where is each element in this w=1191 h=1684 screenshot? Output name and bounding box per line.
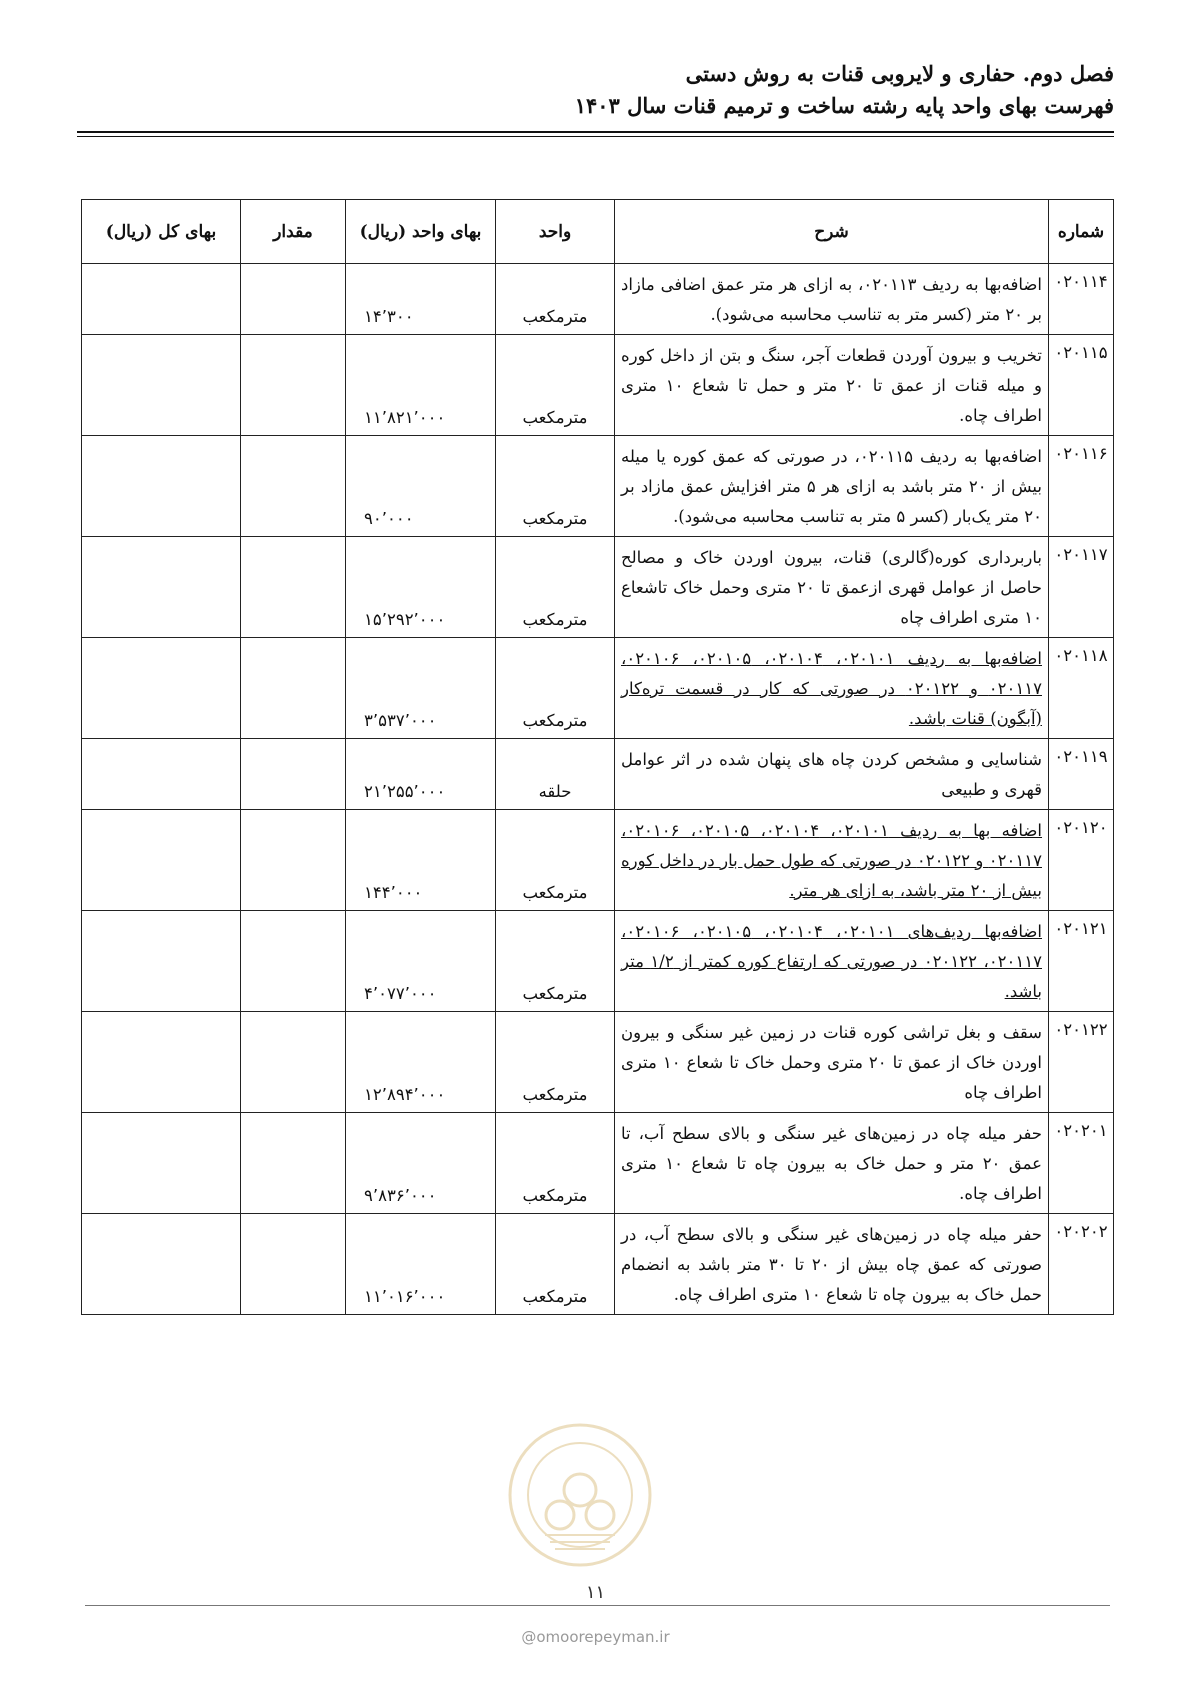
row-unit-text: مترمکعب <box>522 711 588 730</box>
row-unit-price <box>346 810 496 911</box>
row-description <box>615 638 1049 739</box>
row-number-text: ۰۲۰۱۱۵ <box>1054 343 1108 362</box>
row-unit-price <box>346 436 496 537</box>
row-description <box>615 1113 1049 1214</box>
row-quantity <box>241 264 346 335</box>
row-unit-text: مترمکعب <box>522 1287 588 1306</box>
header-description: شرح <box>615 200 1049 264</box>
row-number-text: ۰۲۰۱۲۰ <box>1054 818 1108 837</box>
row-unit-price-text: ۴٬۰۷۷٬۰۰۰ <box>364 984 437 1003</box>
header-quantity: مقدار <box>241 200 346 264</box>
row-number <box>1049 537 1114 638</box>
row-unit-text: مترمکعب <box>522 883 588 902</box>
row-total-price <box>82 810 241 911</box>
row-number <box>1049 335 1114 436</box>
row-number <box>1049 911 1114 1012</box>
row-unit-text: مترمکعب <box>522 509 588 528</box>
footer-rule <box>85 1605 1110 1606</box>
table-row <box>82 911 1114 1012</box>
page-number: ۱۱ <box>585 1582 606 1603</box>
row-description <box>615 335 1049 436</box>
row-description-text: اضافه‌بها به ردیف ۰۲۰۱۱۵، در صورتی که عمق کوره یا میله بیش از ۲۰ متر باشد به ازای هر ۵ متر افزایش عمق مازاد بر ۲۰ متر یک‌بار (کسر ۵ متر به تناسب محاسبه می‌شود). <box>621 447 1042 526</box>
row-unit-price-text: ۱۱٬۸۲۱٬۰۰۰ <box>364 408 446 427</box>
row-number-text: ۰۲۰۱۱۸ <box>1054 646 1108 665</box>
row-unit <box>496 1113 615 1214</box>
table-row <box>82 810 1114 911</box>
table-row <box>82 1012 1114 1113</box>
table-row <box>82 638 1114 739</box>
row-unit-price <box>346 537 496 638</box>
row-number <box>1049 264 1114 335</box>
row-unit <box>496 436 615 537</box>
row-description <box>615 911 1049 1012</box>
row-total-price <box>82 436 241 537</box>
row-unit-text: مترمکعب <box>522 408 588 427</box>
table-row <box>82 739 1114 810</box>
row-total-price <box>82 739 241 810</box>
row-description-text: اضافه‌بها به ردیف ۰۲۰۱۱۳، به ازای هر متر عمق اضافی مازاد بر ۲۰ متر (کسر متر به تناسب محاسبه می‌شود). <box>621 275 1042 324</box>
row-unit <box>496 739 615 810</box>
header-rule-thick <box>77 131 1114 133</box>
row-total-price <box>82 911 241 1012</box>
row-quantity <box>241 537 346 638</box>
row-unit-price-text: ۱۵٬۲۹۲٬۰۰۰ <box>364 610 446 629</box>
page-header <box>575 58 1114 122</box>
row-number <box>1049 436 1114 537</box>
row-number <box>1049 638 1114 739</box>
row-unit-text: مترمکعب <box>522 610 588 629</box>
row-description-text: اضافه‌بها ردیف‌های ۰۲۰۱۰۱، ۰۲۰۱۰۴، ۰۲۰۱۰۵، ۰۲۰۱۰۶، ۰۲۰۱۱۷، ۰۲۰۱۲۲ در صورتی که ارتفاع کوره کمتر از ۱/۲ متر باشد. <box>621 922 1042 1001</box>
chapter-title: فصل دوم. حفاری و لایروبی قنات به روش دستی <box>685 61 1114 86</box>
table-header-row <box>82 200 1114 264</box>
row-unit-price <box>346 335 496 436</box>
row-unit <box>496 1214 615 1315</box>
row-description-text: تخریب و بیرون آوردن قطعات آجر، سنگ و بتن از داخل کوره و میله قنات از عمق تا ۲۰ متر و حمل تا شعاع ۱۰ متری اطراف چاه. <box>621 346 1042 425</box>
row-number <box>1049 810 1114 911</box>
row-total-price <box>82 1012 241 1113</box>
row-number-text: ۰۲۰۱۱۷ <box>1054 545 1108 564</box>
row-description-text: سقف و بغل تراشی کوره قنات در زمین غیر سنگی و بیرون اوردن خاک از عمق تا ۲۰ متری وحمل خاک تا شعاع ۱۰ متری اطراف چاه <box>621 1023 1042 1102</box>
row-quantity <box>241 739 346 810</box>
row-unit <box>496 1012 615 1113</box>
row-quantity <box>241 335 346 436</box>
row-description <box>615 1214 1049 1315</box>
row-unit <box>496 264 615 335</box>
table-row <box>82 1214 1114 1315</box>
row-unit-text: مترمکعب <box>522 307 588 326</box>
document-title: فهرست بهای واحد پایه رشته ساخت و ترمیم قنات سال ۱۴۰۳ <box>574 93 1114 118</box>
header-rule-thin <box>77 136 1114 137</box>
row-description-text: اضافه بها به ردیف ۰۲۰۱۰۱، ۰۲۰۱۰۴، ۰۲۰۱۰۵، ۰۲۰۱۰۶، ۰۲۰۱۱۷ و ۰۲۰۱۲۲ در صورتی که طول حمل بار در داخل کوره بیش از ۲۰ متر باشد، به ازای هر متر. <box>621 821 1043 900</box>
row-unit-price-text: ۳٬۵۳۷٬۰۰۰ <box>364 711 437 730</box>
table-row <box>82 264 1114 335</box>
row-total-price <box>82 335 241 436</box>
row-quantity <box>241 1214 346 1315</box>
row-description <box>615 739 1049 810</box>
row-number-text: ۰۲۰۲۰۲ <box>1054 1222 1108 1241</box>
row-unit-price <box>346 638 496 739</box>
website-watermark: @omoorepeyman.ir <box>521 1628 670 1646</box>
row-total-price <box>82 537 241 638</box>
row-number-text: ۰۲۰۱۱۶ <box>1054 444 1108 463</box>
row-unit-price-text: ۹۰٬۰۰۰ <box>364 509 414 528</box>
row-description-text: شناسایی و مشخص کردن چاه های پنهان شده در اثر عوامل قهری و طبیعی <box>621 750 1042 799</box>
row-description-text: حفر میله چاه در زمین‌های غیر سنگی و بالای سطح آب، در صورتی که عمق چاه بیش از ۲۰ تا ۳۰ متر باشد به انضمام حمل خاک به بیرون چاه تا شعاع ۱۰ متری اطراف چاه. <box>621 1225 1043 1304</box>
row-total-price <box>82 264 241 335</box>
row-unit-price-text: ۱۴۴٬۰۰۰ <box>364 883 423 902</box>
row-description <box>615 537 1049 638</box>
row-number-text: ۰۲۰۱۲۲ <box>1054 1020 1108 1039</box>
row-description-text: حفر میله چاه در زمین‌های غیر سنگی و بالای سطح آب، تا عمق ۲۰ متر و حمل خاک به بیرون چاه تا شعاع ۱۰ متری اطراف چاه. <box>621 1124 1042 1203</box>
seal-watermark <box>505 1420 655 1570</box>
row-unit-text: مترمکعب <box>522 984 588 1003</box>
row-description-text: باربرداری کوره(گالری) قنات، بیرون اوردن خاک و مصالح حاصل از عوامل قهری ازعمق تا ۲۰ متری وحمل خاک تاشعاع ۱۰ متری اطراف چاه <box>621 548 1043 627</box>
row-number-text: ۰۲۰۲۰۱ <box>1054 1121 1108 1140</box>
row-description <box>615 436 1049 537</box>
row-unit-text: مترمکعب <box>522 1085 588 1104</box>
row-unit-price <box>346 1113 496 1214</box>
row-unit-price <box>346 264 496 335</box>
table-row <box>82 1113 1114 1214</box>
row-unit-price <box>346 739 496 810</box>
row-unit-price <box>346 1214 496 1315</box>
row-unit-price-text: ۱۲٬۸۹۴٬۰۰۰ <box>364 1085 446 1104</box>
table-row <box>82 436 1114 537</box>
row-unit-price-text: ۲۱٬۲۵۵٬۰۰۰ <box>364 782 446 801</box>
row-quantity <box>241 911 346 1012</box>
row-total-price <box>82 1113 241 1214</box>
row-number <box>1049 739 1114 810</box>
row-quantity <box>241 810 346 911</box>
row-quantity <box>241 638 346 739</box>
row-total-price <box>82 1214 241 1315</box>
header-total-price: بهای کل (ریال) <box>82 200 241 264</box>
row-unit-price-text: ۱۱٬۰۱۶٬۰۰۰ <box>364 1287 446 1306</box>
row-unit <box>496 335 615 436</box>
row-unit-text: حلقه <box>538 782 572 801</box>
header-unit-price: بهای واحد (ریال) <box>346 200 496 264</box>
row-number <box>1049 1113 1114 1214</box>
header-unit: واحد <box>496 200 615 264</box>
table-row <box>82 335 1114 436</box>
row-unit <box>496 810 615 911</box>
row-description <box>615 1012 1049 1113</box>
row-unit-price <box>346 1012 496 1113</box>
row-number <box>1049 1012 1114 1113</box>
row-unit <box>496 911 615 1012</box>
row-unit-price-text: ۹٬۸۳۶٬۰۰۰ <box>364 1186 437 1205</box>
row-quantity <box>241 1113 346 1214</box>
row-description <box>615 810 1049 911</box>
row-quantity <box>241 436 346 537</box>
row-unit-price <box>346 911 496 1012</box>
price-table <box>81 199 1114 1315</box>
row-unit-price-text: ۱۴٬۳۰۰ <box>364 307 414 326</box>
row-unit <box>496 638 615 739</box>
row-unit-text: مترمکعب <box>522 1186 588 1205</box>
row-unit <box>496 537 615 638</box>
row-number-text: ۰۲۰۱۱۴ <box>1054 272 1108 291</box>
row-number-text: ۰۲۰۱۱۹ <box>1054 747 1108 766</box>
row-quantity <box>241 1012 346 1113</box>
header-number: شماره <box>1049 200 1114 264</box>
row-description <box>615 264 1049 335</box>
row-number-text: ۰۲۰۱۲۱ <box>1054 919 1108 938</box>
table-row <box>82 537 1114 638</box>
row-description-text: اضافه‌بها به ردیف ۰۲۰۱۰۱، ۰۲۰۱۰۴، ۰۲۰۱۰۵، ۰۲۰۱۰۶، ۰۲۰۱۱۷ و ۰۲۰۱۲۲ در صورتی که کار در قسمت تره‌کار (آبگون) قنات باشد. <box>621 649 1042 728</box>
row-total-price <box>82 638 241 739</box>
row-number <box>1049 1214 1114 1315</box>
